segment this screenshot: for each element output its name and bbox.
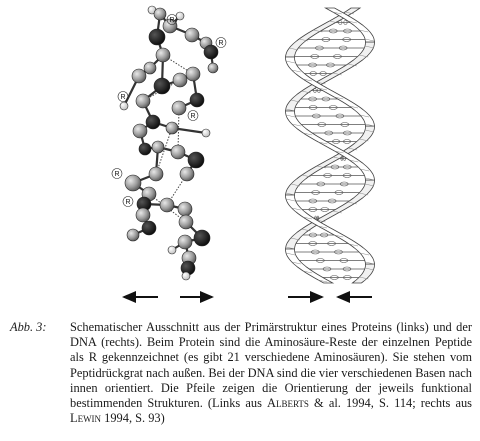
atom <box>186 67 200 81</box>
atom <box>171 145 185 159</box>
atom <box>139 143 151 155</box>
atom <box>182 272 190 280</box>
protein-model <box>112 6 226 280</box>
atom <box>202 129 210 137</box>
atom <box>133 124 147 138</box>
atom <box>190 93 204 107</box>
atom <box>172 101 186 115</box>
atom <box>185 28 199 42</box>
backbone-strand-2 <box>286 126 375 195</box>
atom <box>204 45 218 59</box>
figure-caption <box>10 320 472 426</box>
side-group-label: R <box>114 171 120 178</box>
atom <box>168 246 176 254</box>
atom <box>178 202 192 216</box>
atom <box>166 122 178 134</box>
atom <box>120 102 128 110</box>
atom <box>173 73 187 87</box>
caption-author-lewin: Lewin <box>70 411 102 426</box>
backbone-strand-2 <box>286 195 375 264</box>
atom <box>132 69 146 83</box>
dna-double-helix <box>286 8 375 283</box>
caption-text-part2: & al. 1994, S. 114; rechts aus <box>308 396 472 411</box>
caption-text-part3: 1994, S. 93) <box>101 411 165 426</box>
atom <box>160 198 174 212</box>
atom <box>125 175 141 191</box>
side-group-label: R <box>125 199 131 206</box>
atom <box>156 48 170 62</box>
atom <box>144 62 156 74</box>
atom <box>178 235 192 249</box>
atom <box>146 115 160 129</box>
atom <box>127 229 139 241</box>
atom <box>136 208 150 222</box>
atom <box>194 230 210 246</box>
atom <box>149 167 163 181</box>
atom <box>180 167 194 181</box>
atom <box>136 94 150 108</box>
side-group-label: R <box>218 40 224 47</box>
atom <box>149 29 165 45</box>
side-group-label: R <box>120 94 126 101</box>
side-group-label: R <box>169 17 175 24</box>
caption-text <box>70 320 472 426</box>
atom <box>188 152 204 168</box>
atom <box>154 78 170 94</box>
backbone-strand-2 <box>352 264 374 283</box>
backbone-strand-1 <box>286 249 333 283</box>
atom <box>142 221 156 235</box>
side-group-label: R <box>190 113 196 120</box>
protein-atoms <box>120 6 218 280</box>
caption-label: Abb. 3: <box>10 320 47 334</box>
caption-text-part1: Schematischer Ausschnitt aus der Primärstruktur eines Proteins (links) und der DNA (rechts). Beim Protein sind die Aminosäure-Reste der einzelnen Peptide als R gekennzeichnet (es gibt 21 verschiedene Aminosäuren). Sie stehen vom Peptidrückgrat nach außen. Bei der DNA sind die vier verschiedenen Basen nach innen orientiert. Die Pfeile zeigen die Orientierung der jeweils funktional bestimmenden Strukturen. (Links aus <box>70 320 472 411</box>
atom <box>152 141 164 153</box>
atom <box>208 63 218 73</box>
caption-author-alberts: Alberts <box>267 396 309 411</box>
atom <box>154 8 166 20</box>
atom <box>179 215 193 229</box>
